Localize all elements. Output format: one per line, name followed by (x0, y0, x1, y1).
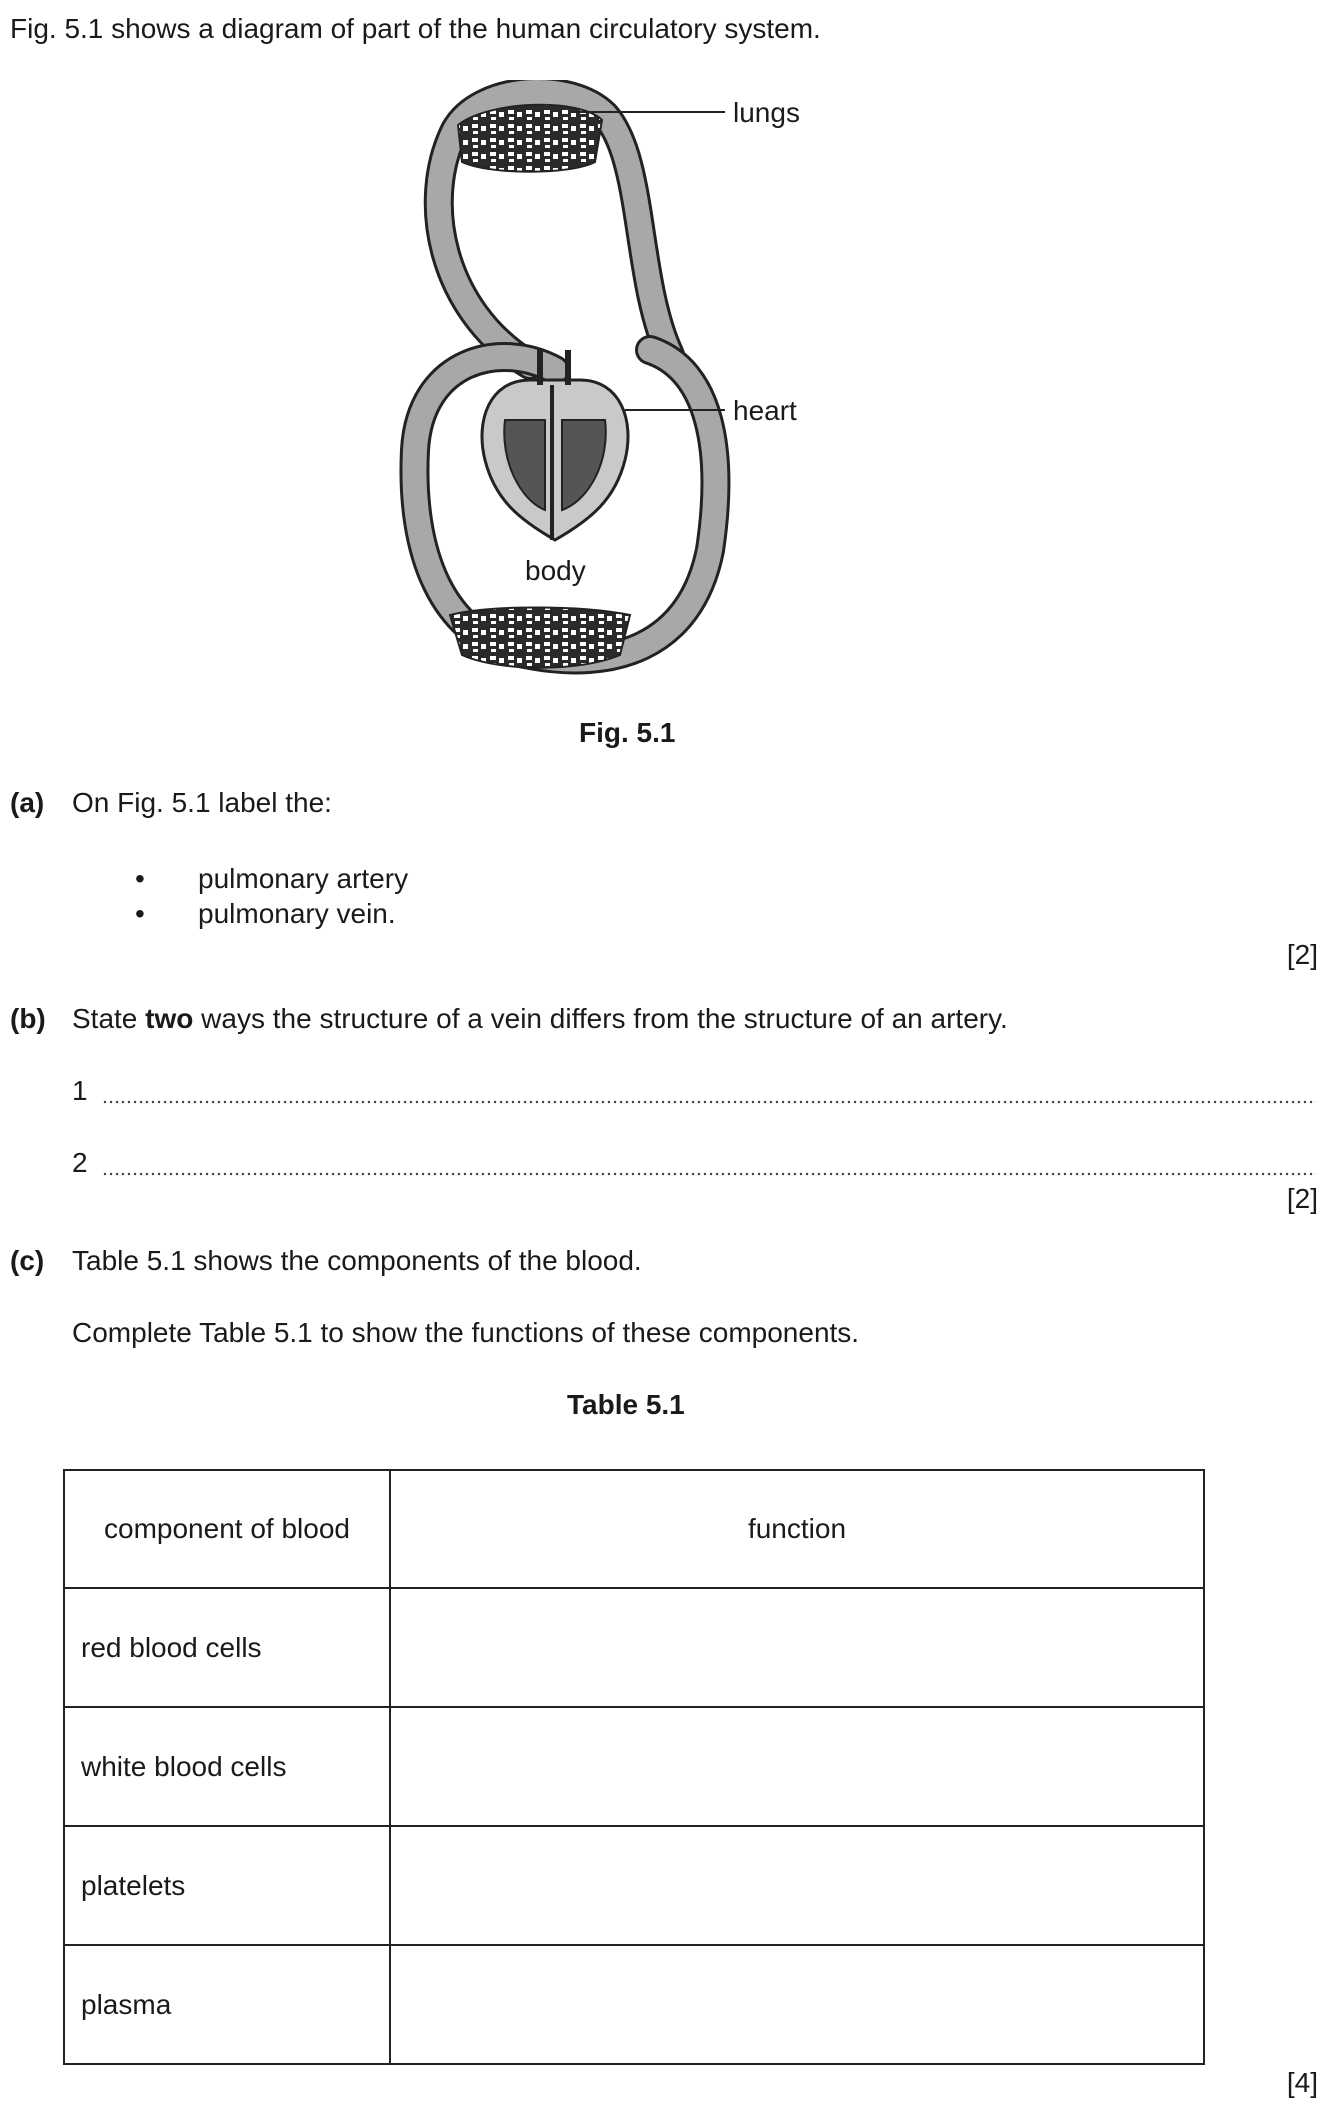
part-c-marks: [4] (1286, 2067, 1318, 2098)
circulatory-system-diagram (380, 80, 860, 680)
table-header-row (64, 1470, 1204, 1588)
body-capillaries (450, 608, 630, 668)
row-label: white blood cells (64, 1707, 390, 1826)
bullet-dot: • (135, 898, 145, 929)
answer-line-1[interactable] (102, 1100, 1316, 1104)
part-c-text-2: Complete Table 5.1 to show the functions of these components. (72, 1317, 860, 1348)
answer-line-number: 1 (72, 1075, 88, 1106)
table-row (64, 1945, 1204, 2064)
header-component: component of blood (64, 1470, 390, 1588)
part-a-marks: [2] (1286, 939, 1318, 970)
bullet-dot: • (135, 863, 145, 894)
function-answer-cell[interactable] (390, 1826, 1204, 1945)
label-lungs: lungs (733, 97, 800, 128)
part-b-letter: (b) (10, 1003, 46, 1034)
part-a-text: On Fig. 5.1 label the: (72, 787, 332, 818)
figure-caption: Fig. 5.1 (579, 717, 676, 748)
part-b-text: State two ways the structure of a vein differs from the structure of an artery. (72, 1003, 1008, 1034)
intro-text: Fig. 5.1 shows a diagram of part of the human circulatory system. (10, 13, 821, 44)
table-row (64, 1707, 1204, 1826)
heart-shape (482, 350, 628, 540)
row-label: plasma (64, 1945, 390, 2064)
label-heart: heart (733, 395, 797, 426)
row-label: red blood cells (64, 1588, 390, 1707)
table-row (64, 1826, 1204, 1945)
row-label: platelets (64, 1826, 390, 1945)
bullet-pulmonary-artery: pulmonary artery (198, 863, 409, 894)
bullet-pulmonary-vein: pulmonary vein. (198, 898, 396, 929)
table-row (64, 1588, 1204, 1707)
part-a-letter: (a) (10, 787, 45, 818)
table-caption: Table 5.1 (567, 1389, 685, 1420)
answer-line-2[interactable] (102, 1172, 1316, 1176)
label-body: body (525, 555, 586, 586)
function-answer-cell[interactable] (390, 1707, 1204, 1826)
function-answer-cell[interactable] (390, 1945, 1204, 2064)
function-answer-cell[interactable] (390, 1588, 1204, 1707)
answer-line-number: 2 (72, 1147, 88, 1178)
lung-capillaries (458, 105, 602, 172)
header-function: function (390, 1470, 1204, 1588)
part-c-letter: (c) (10, 1245, 45, 1276)
part-b-marks: [2] (1286, 1183, 1318, 1214)
blood-components-table (63, 1469, 1205, 2065)
part-c-text-1: Table 5.1 shows the components of the blood. (72, 1245, 642, 1276)
